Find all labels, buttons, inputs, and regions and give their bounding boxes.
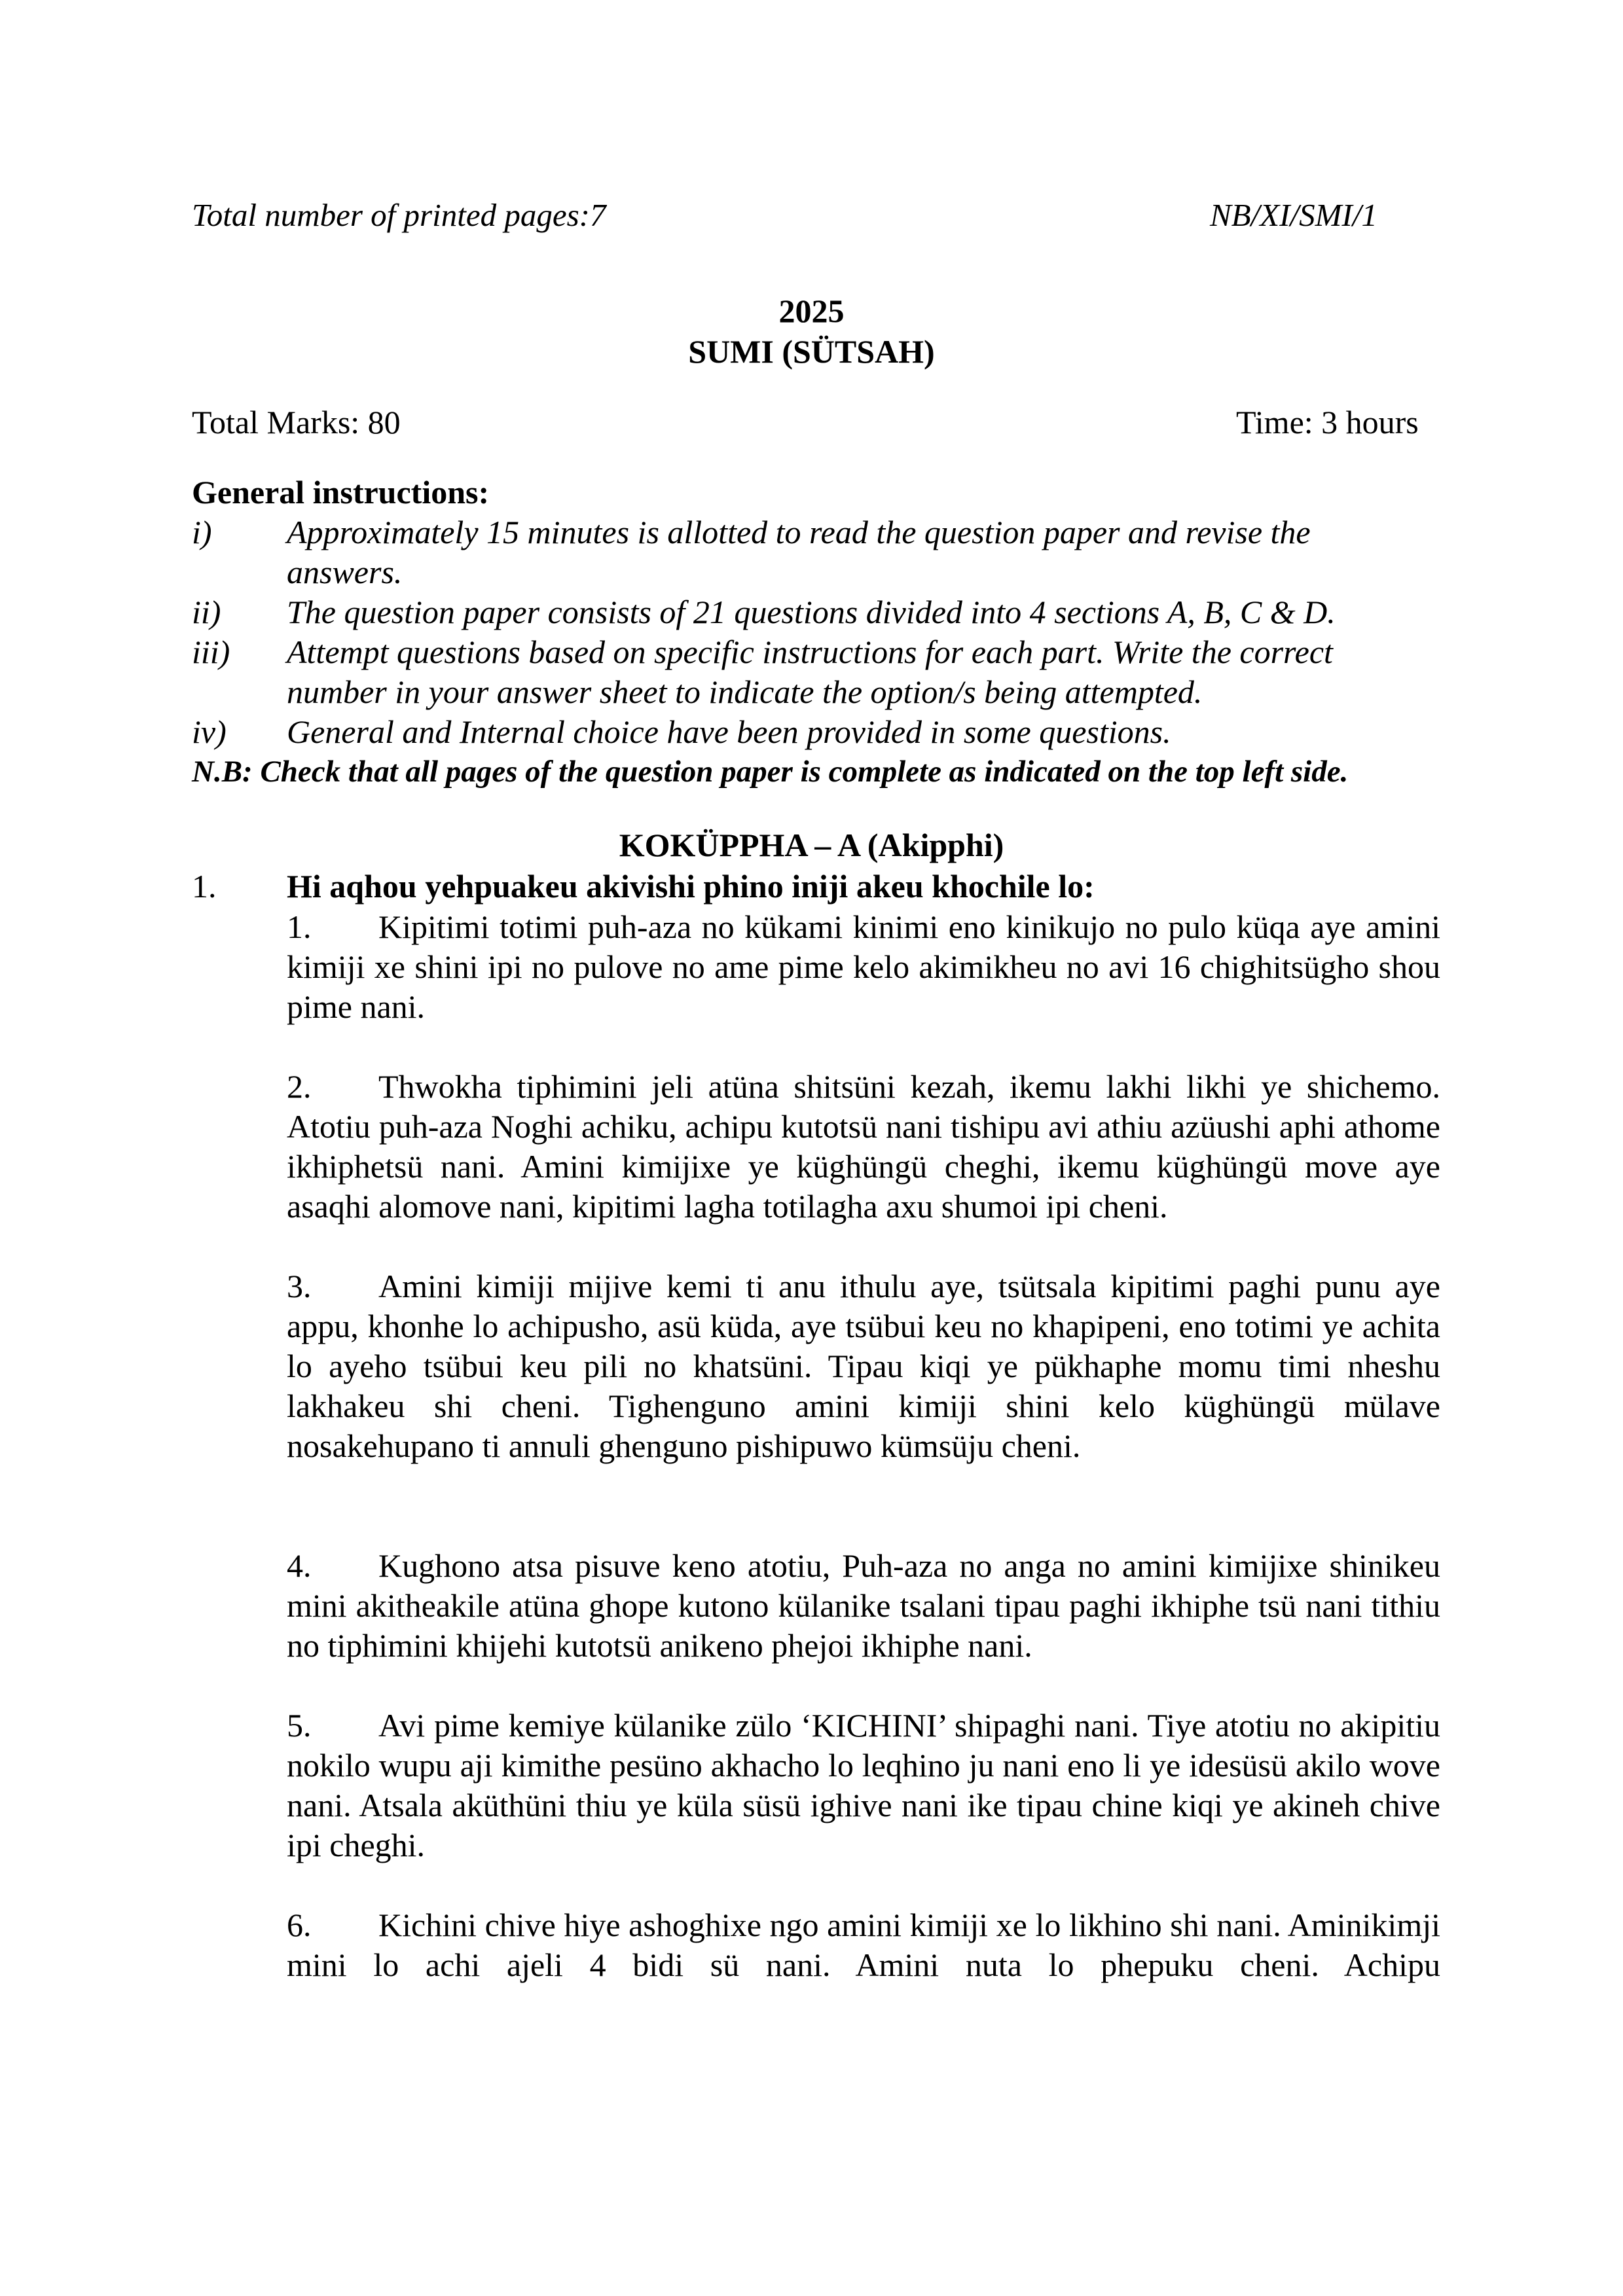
instruction-item: iii) Attempt questions based on specific instructions for each part. Write the correct number in your answer sheet to indicate the option/s being attempted. <box>192 634 1333 710</box>
general-instructions <box>192 473 1501 792</box>
passage-paragraph-2: 2. Thwokha tiphimini jeli atüna shitsüni kezah, ikemu lakhi likhi ye shichemo. Atotiu puh-aza Noghi achiku, achipu kutotsü nani tishipu avi athiu azüushi aphi athome ikhiphetsü nani. Amini kimijixe ye küghüngü cheghi, ikemu küghüngü move aye asaqhi alomove nani, kipitimi lagha totilagha axu shumoi ipi cheni. <box>287 1068 1440 1225</box>
instructions-heading: General instructions: <box>192 474 490 511</box>
instruction-item: i) Approximately 15 minutes is allotted to read the question paper and revise the answers. <box>192 514 1311 590</box>
passage-paragraph-6: 6. Kichini chive hiye ashoghixe ngo amini kimiji xe lo likhino shi nani. Aminikimji mini lo achi ajeli 4 bidi sü nani. Amini nuta lo phepuku cheni. Achipu <box>287 1907 1440 1983</box>
section-title: KOKÜPPHA – A (Akipphi) <box>619 827 1004 863</box>
question-title: Hi aqhou yehpuakeu akivishi phino iniji akeu khochile lo: <box>287 868 1095 905</box>
question-number: 1. <box>192 868 217 905</box>
passage-paragraph-4: 4. Kughono atsa pisuve keno atotiu, Puh-aza no anga no amini kimijixe shinikeu mini akitheakile atüna ghope kutono külanike tsalani tipau paghi ikhiphe tsü nani tithiu no tiphimini khijehi kutotsü anikeno phejoi ikhiphe nani. <box>287 1547 1440 1664</box>
total-marks: Total Marks: 80 <box>192 404 401 440</box>
exam-year: 2025 <box>778 293 845 329</box>
nb-note: N.B: Check that all pages of the question paper is complete as indicated on the top left side. <box>192 755 1349 789</box>
exam-time: Time: 3 hours <box>1236 404 1419 440</box>
printed-pages-note: Total number of printed pages:7 <box>192 197 606 233</box>
passage-paragraph-5: 5. Avi pime kemiye külanike zülo ‘KICHINI’ shipaghi nani. Tiye atotiu no akipitiu nokilo wupu aji kimithe pesüno akhacho lo leqhino ju nani eno li ye idesüsü akilo wove nani. Atsala aküthüni thiu ye küla süsü ighive nani ike tipau chine kiqi ye akineh chive ipi cheghi. <box>287 1707 1440 1863</box>
passage-paragraph-3: 3. Amini kimiji mijive kemi ti anu ithulu aye, tsütsala kipitimi paghi punu aye appu, khonhe lo achipusho, asü küda, aye tsübui keu no khapipeni, eno totimi ye achita lo ayeho tsübui keu pili no khatsüni. Tipau kiqi ye pükhaphe momu timi nheshu lakhakeu shi cheni. Tighenguno amini kimiji shini kelo küghüngü mülave nosakehupano ti annuli ghenguno pishipuwo kümsüju cheni. <box>287 1268 1440 1464</box>
passage-paragraph-1: 1. Kipitimi totimi puh-aza no kükami kinimi eno kinikujo no pulo küqa aye amini kimiji xe shini ipi no pulove no ame pime kelo akimikheu no avi 16 chighitsügho shou pime nani. <box>287 908 1440 1025</box>
instruction-item: iv) General and Internal choice have been provided in some questions. <box>192 713 1171 750</box>
instruction-item: ii) The question paper consists of 21 questions divided into 4 sections A, B, C & D. <box>192 594 1336 630</box>
paper-code: NB/XI/SMI/1 <box>1210 197 1377 233</box>
exam-subject: SUMI (SÜTSAH) <box>688 333 935 370</box>
